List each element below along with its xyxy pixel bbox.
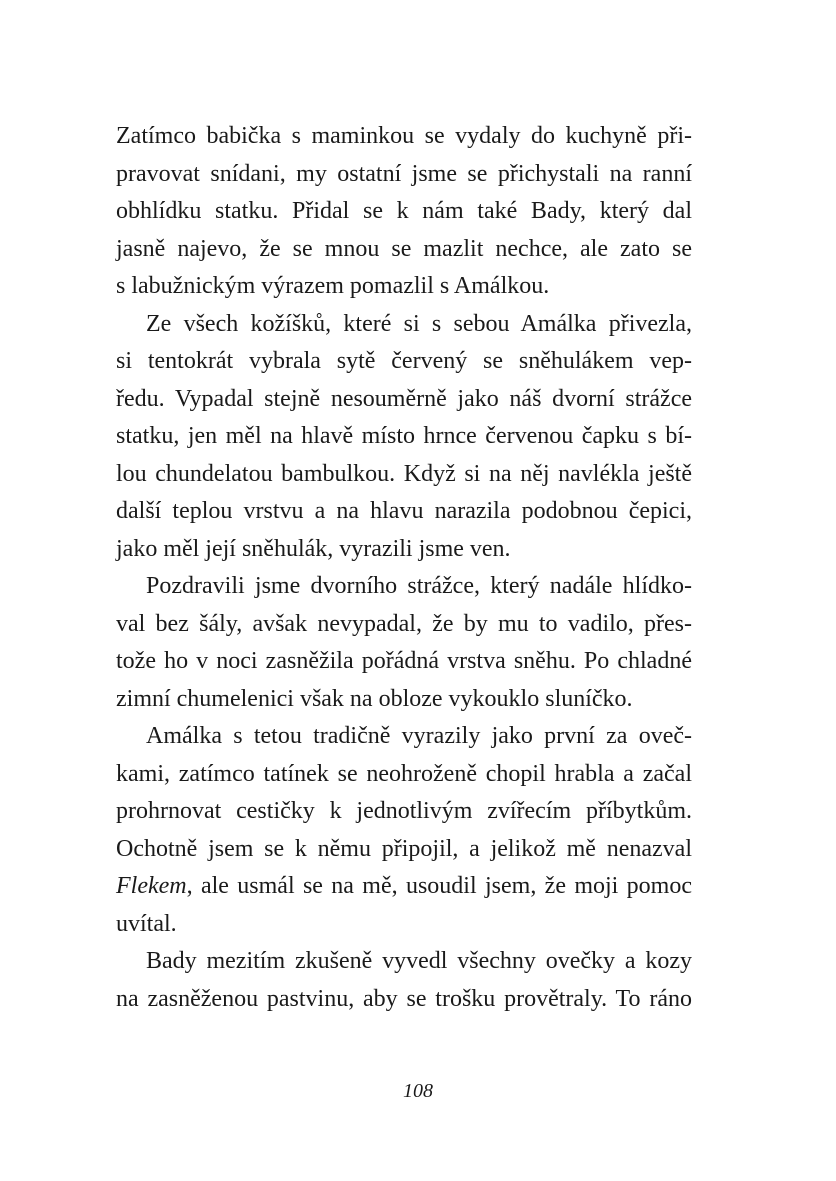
paragraph <box>116 118 692 306</box>
paragraph <box>116 306 692 569</box>
text-line: Zatímco babička s maminkou se vydaly do kuchyně při- <box>116 123 692 149</box>
text-line: Ze všech kožíšků, které si s sebou Amálka přivezla, <box>146 310 692 337</box>
text-line: s labužnickým výrazem pomazlil s Amálkou. <box>116 273 550 299</box>
text-line: statku, jen měl na hlavě místo hrnce červenou čapku s bí- <box>116 423 692 449</box>
page-number: 108 <box>403 1080 433 1102</box>
text-line: val bez šály, avšak nevypadal, že by mu to vadilo, přes- <box>116 610 692 637</box>
text-line: Bady mezitím zkušeně vyvedl všechny ovečky a kozy <box>146 948 692 974</box>
text-line: si tentokrát vybrala sytě červený se sněhulákem vep- <box>116 348 692 374</box>
text-line: další teplou vrstvu a na hlavu narazila podobnou čepici, <box>116 498 692 524</box>
text-line: Pozdravili jsme dvorního strážce, který nadále hlídko- <box>146 573 692 599</box>
text-line: kami, zatímco tatínek se neohroženě chopil hrabla a začal <box>116 760 692 787</box>
text-line: zimní chumelenici však na obloze vykouklo sluníčko. <box>116 685 633 712</box>
text-line: ředu. Vypadal stejně nesouměrně jako náš dvorní strážce <box>116 385 692 412</box>
text-line: pravovat snídani, my ostatní jsme se přichystali na ranní <box>116 160 692 187</box>
text-fragment: , ale usmál se na mě, usoudil jsem, že moji pomoc <box>186 873 692 899</box>
text-line: jako měl její sněhulák, vyrazili jsme ven. <box>116 535 511 562</box>
text-line <box>116 868 692 906</box>
paragraph <box>116 568 692 718</box>
italic-name: Flekem <box>116 873 187 899</box>
paragraph <box>116 943 692 1018</box>
text-line: obhlídku statku. Přidal se k nám také Bady, který dal <box>116 198 692 224</box>
text-line: jasně najevo, že se mnou se mazlit nechce, ale zato se <box>116 235 692 262</box>
text-line: uvítal. <box>116 910 177 937</box>
text-line: Ochotně jsem se k němu připojil, a jelikož mě nenazval <box>116 835 692 862</box>
paragraph <box>116 718 692 943</box>
book-page-text <box>116 118 692 1018</box>
text-line: tože ho v noci zasněžila pořádná vrstva sněhu. Po chladné <box>116 648 692 674</box>
text-line: na zasněženou pastvinu, aby se trošku provětraly. To ráno <box>116 985 692 1012</box>
text-line: Amálka s tetou tradičně vyrazily jako první za oveč- <box>146 723 692 749</box>
text-line: lou chundelatou bambulkou. Když si na něj navlékla ještě <box>116 460 692 487</box>
text-line: prohrnovat cestičky k jednotlivým zvířecím příbytkům. <box>116 798 692 824</box>
